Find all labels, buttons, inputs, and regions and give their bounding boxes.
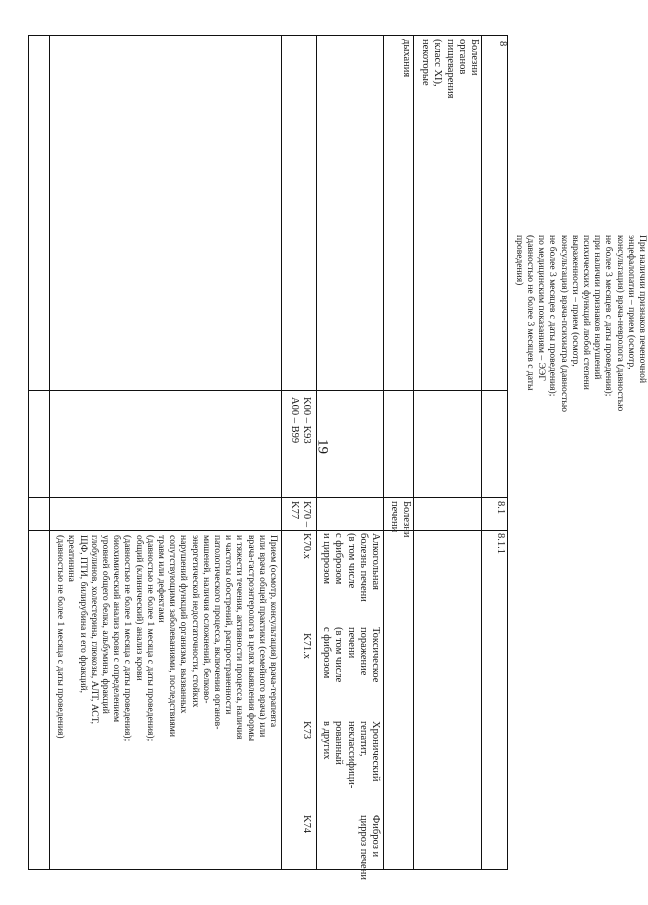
disease-chronic-hepatitis: Хронический гепатит, неклассифици- рованный в других (321, 721, 381, 789)
row-8-1-num: 8.1 (495, 501, 506, 515)
row-8-1-code: K70 – K77 (288, 501, 312, 527)
page-number: 19 (314, 439, 331, 454)
services-text: Прием (осмотр, консультация) врача-терапевта или врача общей практики (семейного врача) или врача-гастроэнтеролога в целях выявления формы и тяжести течения, активности процесса, наличия и частоты обострений, распространенности патологического процесса, включения органов- мишеней, наличия осложнений, белково- энергетической недостаточности, стойких нарушений функций организма, вызванных сопутствующими заболеваниями, последствиями травм или дефектами (давностью не более 1 месяца с даты проведения); общий (клинический) анализ крови (давностью не более 1 месяца с даты проведения); биохимический анализ крови с определением уровней общего белка, альбумина, фракций глобулинов, холестерина, глюкозы, АЛТ, АСТ, ЩФ, ПТИ, билирубина и его фракций, креатинина (давностью не более 1 месяца с даты проведения) (55, 535, 279, 742)
code-k73: K73 (301, 721, 312, 740)
disease-alcoholic: Алкогольная болезнь печени (в том числе с фиброзом и циррозом (321, 533, 381, 602)
code-k70x: K70.x (301, 533, 312, 559)
disease-toxic: Токсическое поражение печени (в том числе с фиброзом (321, 627, 381, 683)
respiration-label: дыхания (401, 39, 412, 78)
row-8-num: 8 (497, 41, 508, 47)
code-k74: K74 (301, 815, 312, 834)
row-8-codes: K00 – K93 A00 – B99 (288, 397, 312, 444)
row-8-1-name: Болезни печени (388, 501, 412, 538)
row-8-1-1-num: 8.1.1 (495, 533, 506, 554)
medical-table (28, 35, 508, 880)
cell-subname-top (386, 39, 412, 159)
specialists-text-block: При наличии признаков печеночной энцефалопатии – прием (осмотр, консультация) врача-невролога (давностью не более 3 месяцев с даты проведения); при наличии признаков нарушений психических функций любой степени выраженности – прием (осмотр, консультация) врача-психиатра (давностью не более 3 месяцев с даты проведения); по медицинским показаниям – ЭЭГ (давностью не более 3 месяцев с даты проведения) (513, 235, 648, 412)
row-8-name: Болезни органов пищеварения (класс XI), некоторые (420, 39, 480, 99)
disease-fibrosis: Фиброз и цирроз печени (357, 815, 381, 880)
code-k71x: K71.x (301, 633, 312, 659)
